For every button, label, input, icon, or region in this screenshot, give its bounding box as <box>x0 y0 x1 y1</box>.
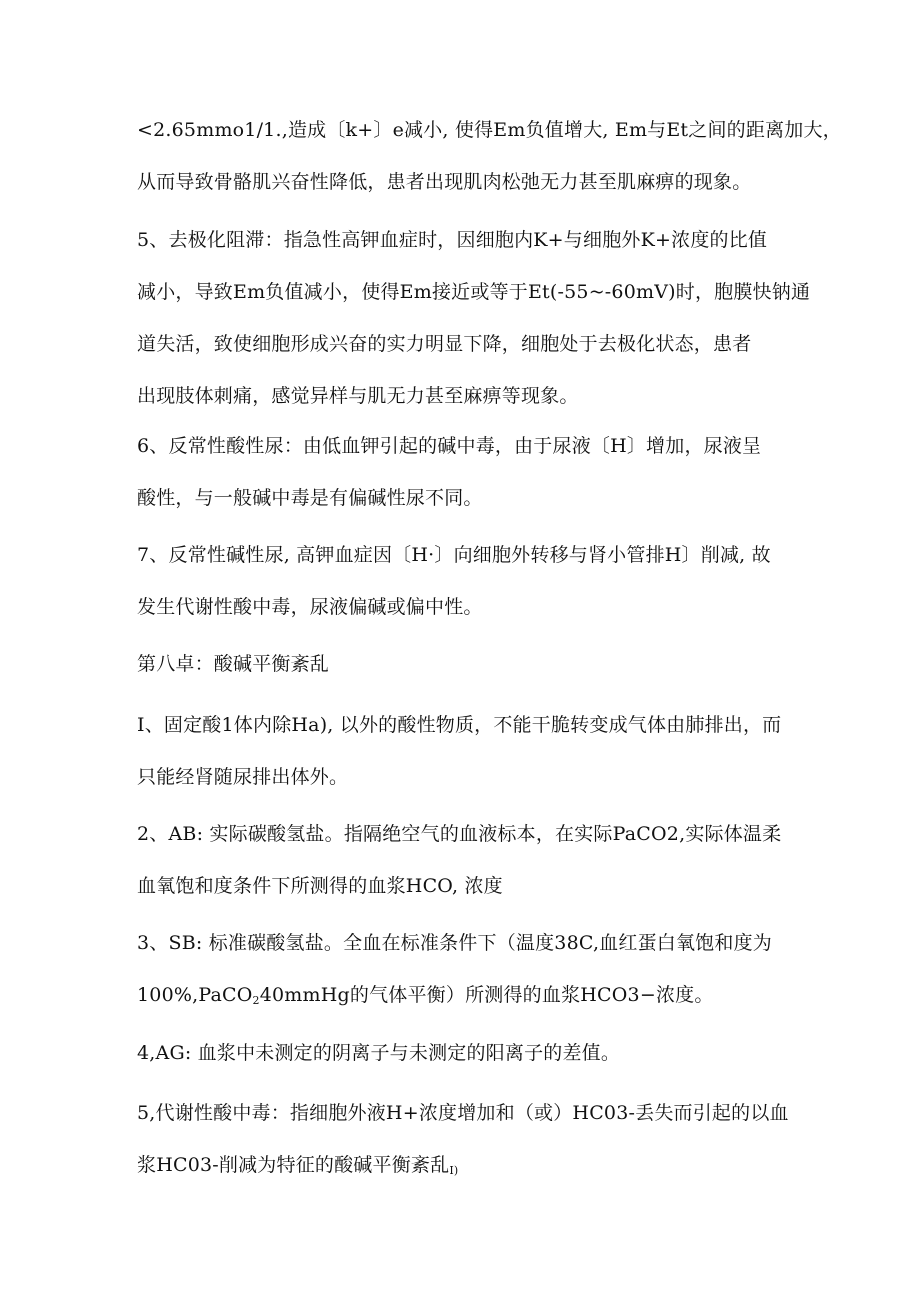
text-line: 酸性，与一般碱中毒是有偏碱性尿不同。 <box>137 487 483 509</box>
text-line: 发生代谢性酸中毒，尿液偏碱或偏中性。 <box>137 596 483 618</box>
paragraph-depolarization-block <box>137 214 811 422</box>
text-line: 2、AB: 实际碳酸氢盐。指隔绝空气的血液标本，在实际PaCO2,实际体温柔 <box>137 823 782 845</box>
chapter-title: 第八卓：酸碱平衡紊乱 <box>137 653 330 675</box>
text-line: 5,代谢性酸中毒：指细胞外液H+浓度增加和（或）HC03-丢失而引起的以血 <box>137 1102 789 1124</box>
text-line: 5、去极化阻滞：指急性高钾血症时，因细胞内K+与细胞外K+浓度的比值 <box>137 229 768 251</box>
paragraph-anion-gap <box>137 1027 787 1079</box>
subscript: 2 <box>252 994 260 1007</box>
paragraph-fixed-acid <box>137 699 787 803</box>
text-line <box>137 969 787 1027</box>
paragraph-metabolic-acidosis <box>137 1087 787 1197</box>
text-line: 7、反常性碱性尿, 高钾血症因〔H·〕向细胞外转移与肾小管排H〕削减, 故 <box>137 544 771 566</box>
text-fragment: 浆HC03-削减为特征的酸碱平衡紊乱 <box>137 1154 450 1176</box>
text-line: 减小，导致Em负值减小，使得Em接近或等于Et(-55~-60mV)时，胞膜快钠通 <box>137 281 811 303</box>
subscript: I) <box>449 1164 459 1177</box>
text-line: 6、反常性酸性尿：由低血钾引起的碱中毒，由于尿液〔H〕增加，尿液呈 <box>137 435 762 457</box>
paragraph-paradoxical-aciduria <box>137 420 787 524</box>
text-line: 血氧饱和度条件下所测得的血浆HCO, 浓度 <box>137 875 503 897</box>
text-line: 道失活，致使细胞形成兴奋的实力明显下降，细胞处于去极化状态，患者 <box>137 333 752 355</box>
text-line: 3、SB: 标准碳酸氢盐。全血在标准条件下（温度38C,血红蛋白氧饱和度为 <box>137 932 772 954</box>
text-line: 出现肢体刺痛，感觉异样与肌无力甚至麻痹等现象。 <box>137 385 579 407</box>
paragraph-actual-bicarbonate <box>137 808 787 912</box>
paragraph-standard-bicarbonate <box>137 917 787 1027</box>
text-line: I、固定酸1体内除Ha), 以外的酸性物质，不能干脆转变成气体由肺排出，而 <box>137 714 782 736</box>
text-fragment: 40mmHg的气体平衡）所测得的血浆HCO3−浓度。 <box>259 984 714 1006</box>
text-line: 从而导致骨骼肌兴奋性降低，患者出现肌肉松弛无力甚至肌麻痹的现象。 <box>137 171 752 193</box>
text-line: 4,AG: 血浆中未测定的阴离子与未测定的阳离子的差值。 <box>137 1042 621 1064</box>
text-line: <2.65mmo1/1.,造成〔k+〕e减小, 使得Em负值增大, Em与Et之间的距离加大， <box>137 119 842 141</box>
text-fragment: 100%,PaCO <box>137 984 253 1006</box>
paragraph-hypokalemia-muscle <box>137 104 842 208</box>
chapter-heading <box>137 638 787 690</box>
text-line: 只能经肾随尿排出体外。 <box>137 766 349 788</box>
text-line <box>137 1139 787 1197</box>
paragraph-paradoxical-alkaline-urine <box>137 529 787 633</box>
